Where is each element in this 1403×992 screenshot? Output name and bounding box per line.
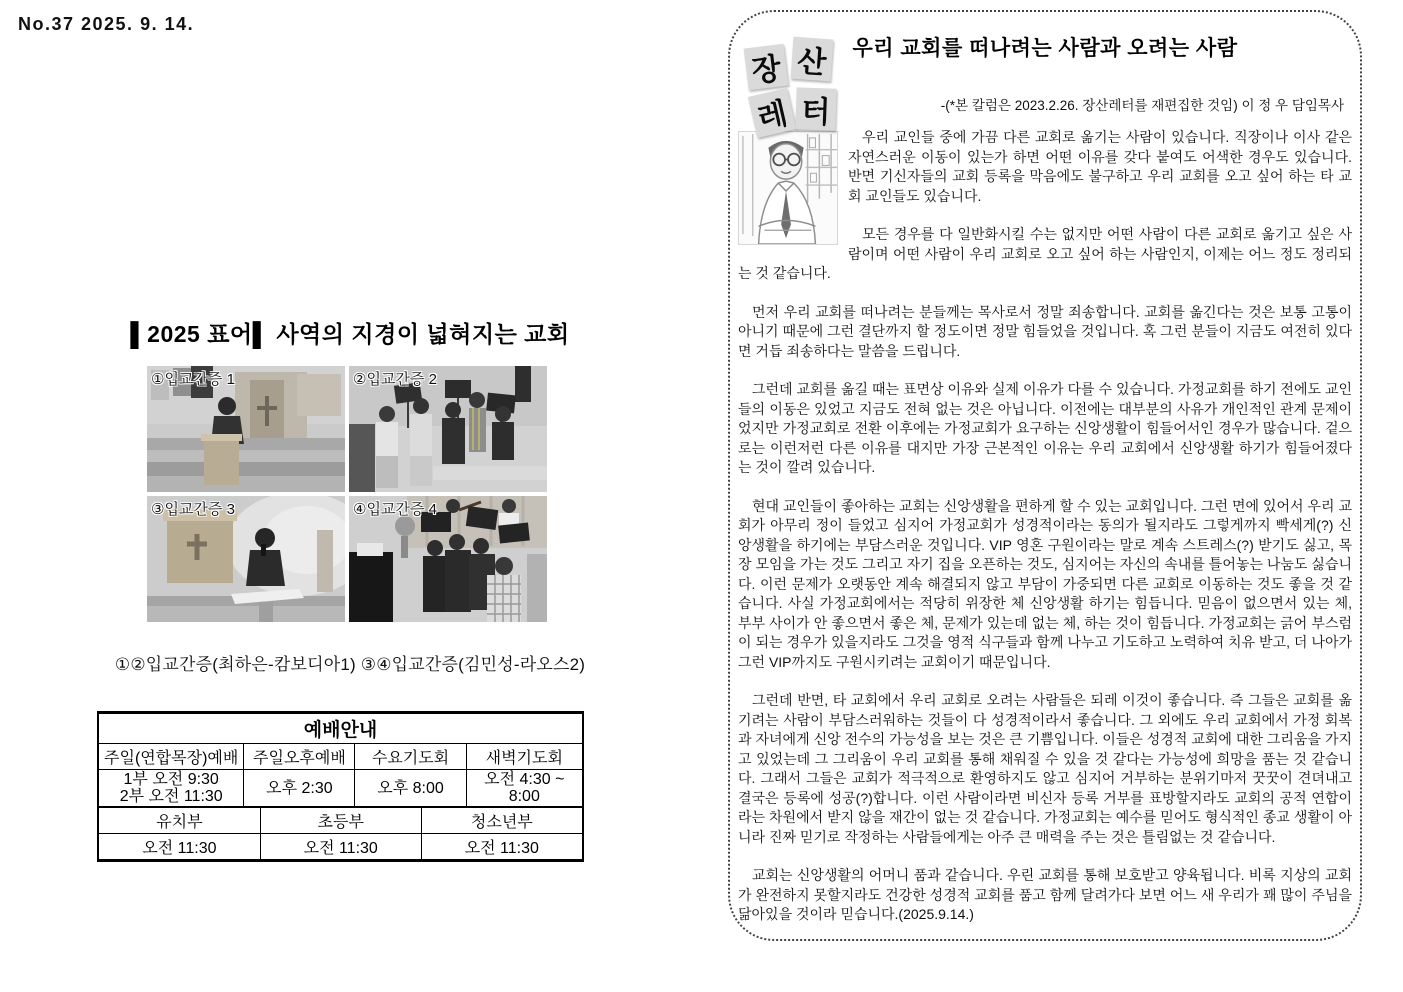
photo-1 <box>147 366 345 492</box>
dept-time-elementary: 오전 11:30 <box>260 834 421 860</box>
worship-time-afternoon: 오후 2:30 <box>244 770 355 807</box>
photo-2-label: ②입교간증 2 <box>353 371 437 388</box>
letter-article <box>736 128 1354 925</box>
worship-time-wednesday: 오후 8:00 <box>355 770 466 807</box>
letter-title: 우리 교회를 떠나려는 사람과 오려는 사람 <box>852 37 1238 60</box>
photo-4-label: ④입교간증 4 <box>353 501 437 518</box>
worship-header-dawn: 새벽기도회 <box>466 744 582 770</box>
letter-paragraph-5: 현대 교인들이 좋아하는 교회는 신앙생활을 편하게 할 수 있는 교회입니다. 그런 면에 있어서 우리 교회가 아무리 정이 들었고 심지어 가정교회가 성경적이라는 동의가 될지라도 그렇게까지 빡세게(?) 신앙생활을 하기에는 부담스러운 것입니다. VIP 영혼 구원이라는 말로 계속 스트레스(?) 받기도 싫고, 목장 모임을 가는 것도 그리고 자기 집을 오픈하는 것도, 심지어는 자신의 속내를 틀어놓는 나눔도 싫습니다. 이런 문제가 오랫동안 계속 해결되지 않고 부담이 가중되면 다른 교회로 이동하는 것도 좋을 것 같습니다. 사실 가정교회에서는 적당히 위장한 체 신앙생활 하기는 힘듭니다. 믿음이 없으면서 있는 체, 부부 사이가 안 좋으면서 좋은 체, 문제가 있는데 없는 체, 하는 것이 힘듭니다. 가정교회는 긁어 부스럼이 되는 경우가 있을지라도 그것을 영적 식구들과 함께 나누고 기도하고 노력하여 치유 받고, 더 나아가 그런 VIP까지도 구원시키려는 교회이기 때문입니다. <box>738 497 1352 670</box>
photo-4 <box>349 496 547 622</box>
worship-time-sunday-2: 2부 오전 11:30 <box>119 788 223 805</box>
worship-time-dawn: 오전 4:30 ~ 8:00 <box>466 770 582 807</box>
letter-paragraph-2: 모든 경우를 다 일반화시킬 수는 없지만 어떤 사람이 다른 교회로 옮기고 싶은 사람이며 어떤 사람이 우리 교회로 오고 싶어 하는 사람인지, 이제는 어느 정도 정리되는 것 같습니다. <box>738 226 1352 281</box>
letter-paragraph-3: 먼저 우리 교회를 떠나려는 분들께는 목사로서 정말 죄송합니다. 교회를 옮긴다는 것은 보통 고통이 아니기 때문에 그런 결단까지 할 정도이면 정말 힘들었을 것입니다. 혹 그런 분들이 지금도 여전히 있다면 거듭 죄송하다는 말씀을 드립니다. <box>738 303 1352 359</box>
logo-tile-teo: 터 <box>795 87 836 130</box>
worship-time-sunday <box>99 770 244 807</box>
worship-dept-table <box>99 806 582 859</box>
pastor-portrait-sketch <box>739 132 837 244</box>
dept-header-elementary: 초등부 <box>260 807 421 834</box>
photo-3-label: ③입교간증 3 <box>151 501 235 518</box>
photo-1-label: ①입교간증 1 <box>151 371 235 388</box>
logo-tile-san: 산 <box>791 37 834 82</box>
logo-tile-jang: 장 <box>744 44 789 91</box>
letter-paragraph-7: 교회는 신앙생활의 어머니 품과 같습니다. 우린 교회를 통해 보호받고 양육됩니다. 비록 지상의 교회가 완전하지 못할지라도 건강한 성경적 교회를 품고 함께 달려가다 보면 어느 새 우리가 꽤 많이 주님을 닮아있을 것이라 믿습니다.(2025.9.14.) <box>738 867 1352 922</box>
worship-header-wednesday: 수요기도회 <box>355 744 466 770</box>
slogan-title: ▌2025 표어▌ 사역의 지경이 넓혀지는 교회 <box>130 321 570 347</box>
letter-paragraph-6: 그런데 반면, 타 교회에서 우리 교회로 오려는 사람들은 되레 이것이 좋습니다. 즉 그들은 교회를 옮기려는 사람이 부담스러워하는 것들이 다 성경적이라서 좋습니다. 그 외에도 우리 교회에서 가정 회복과 자녀에게 신앙 전수의 가능성을 보는 것은 큰 기쁨입니다. 이들은 성경적 교회에 대한 그리움을 가지고 있었는데 그 그리움이 우리 교회를 통해 채워질 수 있을 것 같다는 가능성에 희망을 품는 것 같습니다. 그래서 그들은 교회가 적극적으로 환영하지도 않고 심지어 거부하는 분위기마저 꿋꿋이 견뎌내고 결국은 등록에 성공(?)합니다. 이런 사람이라면 비신자 등록 거부를 표방할지라도 교회의 공적 연합이라는 차원에서 받지 않을 재간이 없는 것 같습니다. 가정교회는 예수를 믿어도 형식적인 종교 생활이 아니라 진짜 믿기로 작정하는 사람들에게는 아주 큰 매력을 주는 것은 틀림없는 것 같습니다. <box>738 692 1352 845</box>
photo-caption: ①②입교간증(최하은-캄보디아1) ③④입교간증(김민성-라오스2) <box>114 655 586 674</box>
dept-header-youth: 청소년부 <box>421 807 582 834</box>
photo-grid <box>147 366 546 622</box>
letter-paragraph-1: 우리 교인들 중에 가끔 다른 교회로 옮기는 사람이 있습니다. 직장이나 이사 같은 자연스러운 이동이 있는가 하면 어떤 이유를 갖다 붙여도 어색한 경우도 있습니다. 반면 기신자들의 교회 등록을 막음에도 불구하고 우리 교회를 오고 싶어 하는 타 교회 교인들도 있습니다. <box>848 129 1352 204</box>
dept-header-kindergarten: 유치부 <box>99 807 260 834</box>
logo-tile-le: 레 <box>748 88 796 138</box>
letter-paragraph-4: 그런데 교회를 옮길 때는 표면상 이유와 실제 이유가 다를 수 있습니다. 가정교회를 하기 전에도 교인들의 이동은 있었고 지금도 전혀 없는 것은 아닙니다. 이전에는 대부분의 사유가 개인적인 관계 문제이었지만 가정교회로 전환 이후에는 가정교회가 요구하는 신앙생활이 힘들어서인 경우가 많습니다. 겉으로는 이런저런 다른 이유를 대지만 가장 근본적인 이유는 우리 교회에서 신앙생활 하기가 힘들어졌다는 것이 깔려 있습니다. <box>738 381 1352 475</box>
worship-header-afternoon: 주일오후예배 <box>244 744 355 770</box>
pastor-portrait <box>738 131 838 245</box>
worship-header-sunday: 주일(연합목장)예배 <box>99 744 244 770</box>
jangsan-letter-logo <box>744 38 840 140</box>
photo-2 <box>349 366 547 492</box>
letter-byline: -(*본 칼럼은 2023.2.26. 장산레터를 재편집한 것임) 이 정 우 담임목사 <box>940 98 1344 113</box>
dept-time-kindergarten: 오전 11:30 <box>142 840 217 857</box>
issue-number: No.37 2025. 9. 14. <box>18 14 195 34</box>
worship-time-sunday-1: 1부 오전 9:30 <box>123 771 219 788</box>
dept-time-youth: 오전 11:30 <box>421 834 582 860</box>
photo-3 <box>147 496 345 622</box>
worship-main-table <box>99 714 582 806</box>
worship-table <box>97 711 584 862</box>
jangsan-letter-box <box>728 10 1362 941</box>
worship-table-title: 예배안내 <box>99 714 582 744</box>
